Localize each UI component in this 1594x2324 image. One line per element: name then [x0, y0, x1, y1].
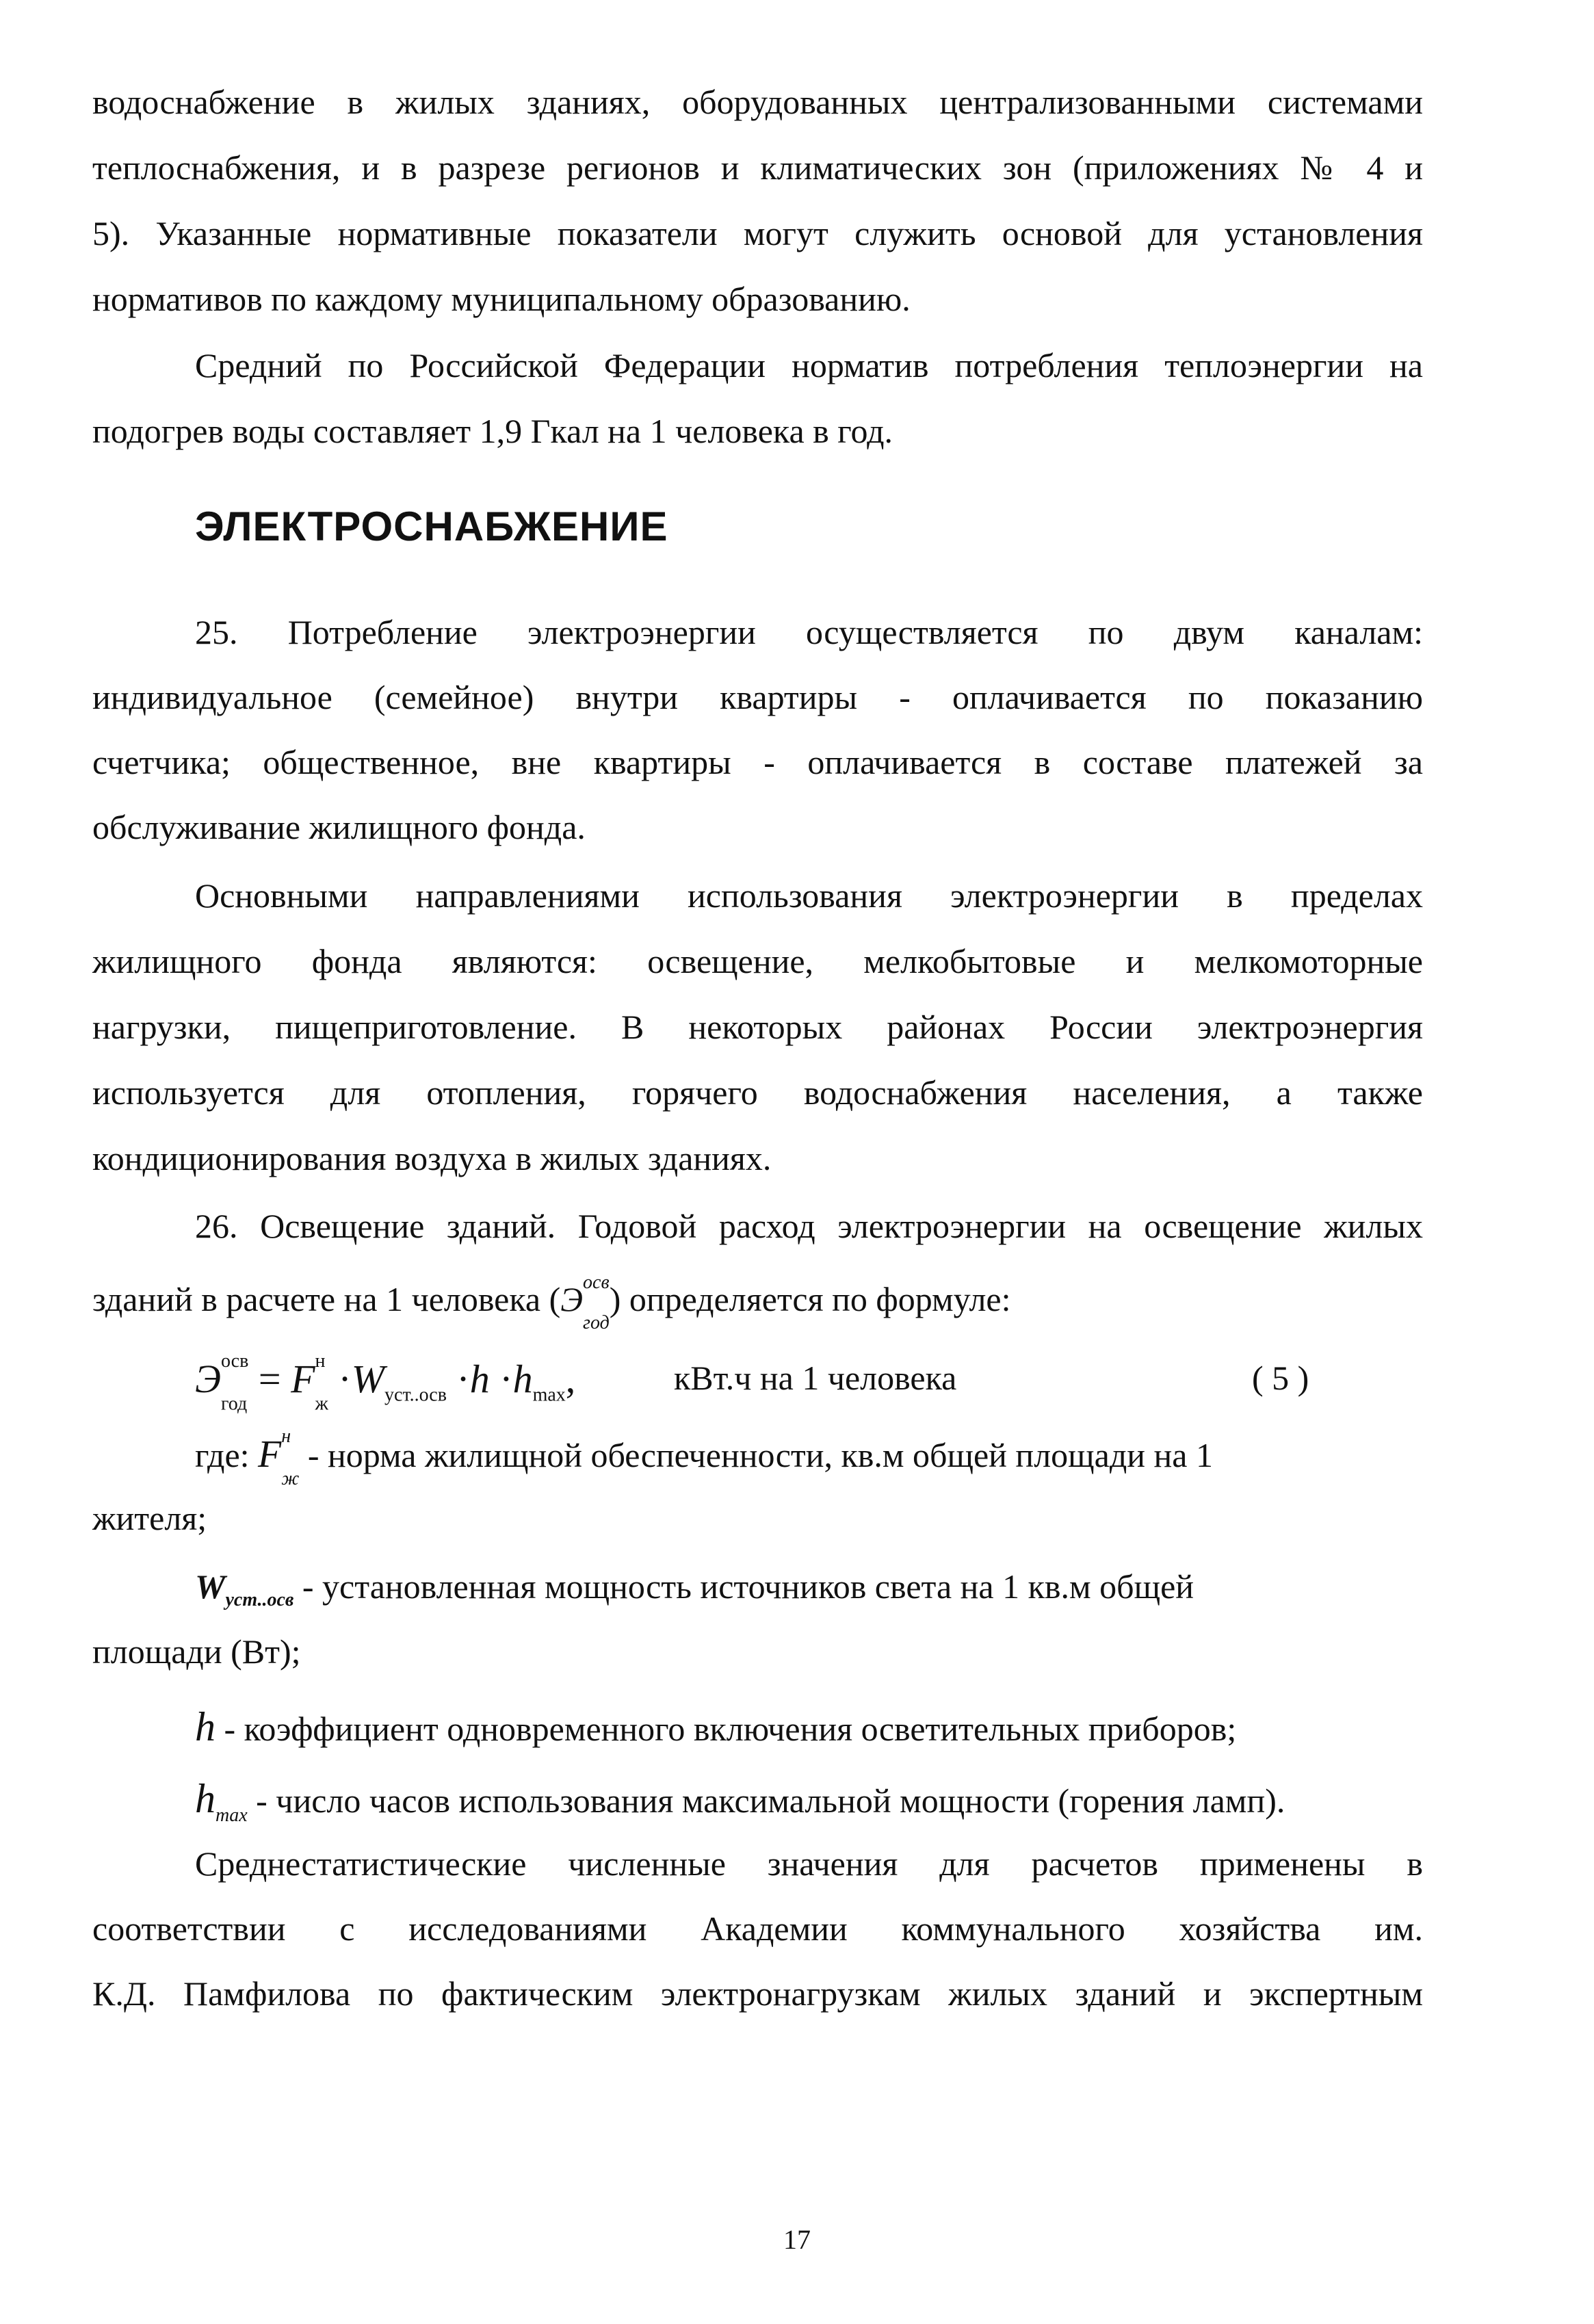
section-heading: ЭЛЕКТРОСНАБЖЕНИЕ	[195, 504, 668, 549]
where-h-line: h - коэффициент одновременного включения осветительных приборов;	[195, 1704, 1237, 1749]
intro-line-1: водоснабжение в жилых зданиях, оборудованных централизованными системами	[92, 83, 1423, 121]
p26-line-2-a: зданий в расчете на 1 человека (	[92, 1279, 561, 1318]
w-symbol: $W_{уст..осв}$	[195, 1567, 294, 1610]
intro-line-2: теплоснабжения, и в разрезе регионов и климатических зон (приложениях № 4 и	[92, 148, 1423, 187]
final-line-2: соответствии с исследованиями Академии коммунального хозяйства им.	[92, 1909, 1423, 1948]
where-w-cont: площади (Вт);	[92, 1632, 301, 1671]
page-number: 17	[783, 2224, 811, 2255]
p25-line-4: обслуживание жилищного фонда.	[92, 808, 586, 846]
hmax-symbol: $h_{max}$	[195, 1776, 248, 1826]
where-hmax-line: $h_{max}$ - число часов использования максимальной мощности (горения ламп).	[195, 1776, 1285, 1826]
p26-line-2	[92, 1272, 1423, 1333]
formula-5: $Э^{осв}$ $_{год} = F^н$ $_ж \cdot W_{уст..осв} \cdot h \cdot h_{max}$,	[195, 1350, 576, 1415]
final-line-3: К.Д. Памфилова по фактическим электронагрузкам жилых зданий и экспертным	[92, 1974, 1423, 2013]
dir-line-4: используется для отопления, горячего водоснабжения населения, а также	[92, 1073, 1423, 1112]
p26-line-1: 26. Освещение зданий. Годовой расход электроэнергии на освещение жилых	[195, 1207, 1423, 1245]
intro-line-4: нормативов по каждому муниципальному образованию.	[92, 280, 911, 318]
p25-line-2: индивидуальное (семейное) внутри квартиры - оплачивается по показанию	[92, 678, 1423, 716]
dir-line-2: жилищного фонда являются: освещение, мелкобытовые и мелкомоторные	[92, 942, 1423, 980]
avg-line-1: Средний по Российской Федерации норматив потребления теплоэнергии на	[195, 346, 1423, 384]
f-symbol: $F^н$ $_ж$	[258, 1426, 300, 1489]
avg-line-2: подогрев воды составляет 1,9 Гкал на 1 человека в год.	[92, 412, 893, 450]
dir-line-1: Основными направлениями использования электроэнергии в пределах	[195, 876, 1423, 915]
h-symbol: h	[195, 1704, 215, 1749]
formula-units: кВт.ч на 1 человека	[674, 1359, 957, 1397]
p25-line-1: 25. Потребление электроэнергии осуществляется по двум каналам:	[195, 613, 1423, 651]
formula-number: ( 5 )	[1252, 1359, 1309, 1397]
p25-line-3: счетчика; общественное, вне квартиры - оплачивается в составе платежей за	[92, 743, 1423, 781]
where-w-line: $W_{уст..осв}$ - установленная мощность источников света на 1 кв.м общей	[195, 1567, 1194, 1610]
energy-symbol: $Э^{осв}$ $_{год}$	[560, 1272, 610, 1333]
final-line-1: Среднестатистические численные значения для расчетов применены в	[195, 1844, 1423, 1883]
where-f-cont: жителя;	[92, 1499, 207, 1537]
dir-line-5: кондиционирования воздуха в жилых зданиях.	[92, 1139, 772, 1177]
p26-line-2-b: ) определяется по формуле:	[609, 1279, 1011, 1318]
intro-line-3: 5). Указанные нормативные показатели могут служить основой для установления	[92, 214, 1423, 252]
where-f-line: где: $F^н$ $_ж$ - норма жилищной обеспеченности, кв.м общей площади на 1	[195, 1426, 1213, 1489]
dir-line-3: нагрузки, пищеприготовление. В некоторых районах России электроэнергия	[92, 1008, 1423, 1046]
